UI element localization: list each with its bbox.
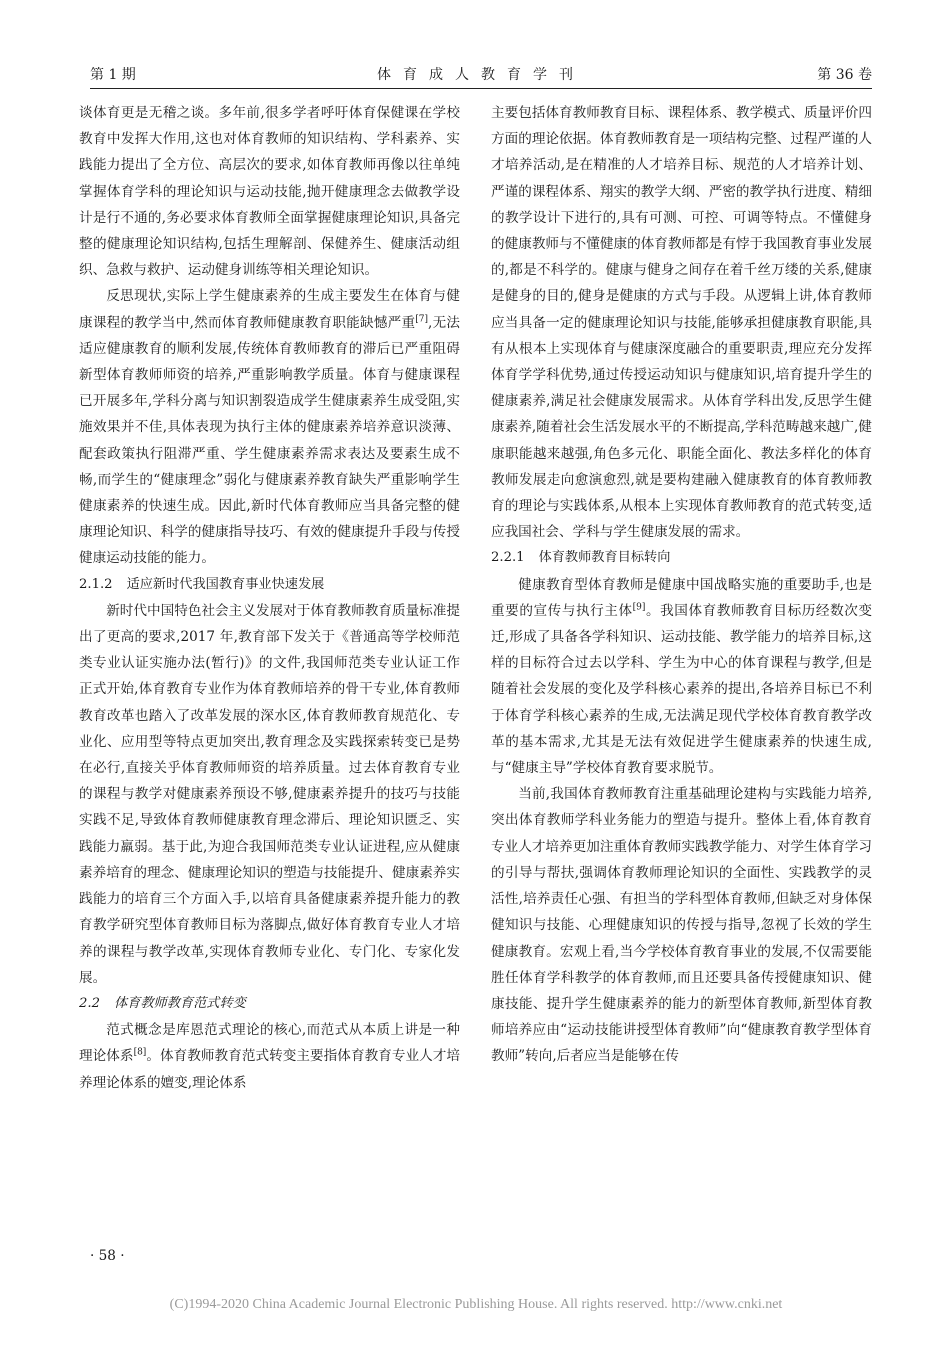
issue-label: 第 1 期	[90, 67, 136, 83]
left-column	[79, 100, 460, 1240]
paragraph: 健康教育型体育教师是健康中国战略实施的重要助手,也是重要的宣传与执行主体[9]。我国体育教师教育目标历经数次变迁,形成了具备各学科知识、运动技能、教学能力的培养目标,这样的目标符合过去以学科、学生为中心的体育课程与教学,但是随着社会发展的变化及学科核心素养的提出,各培养目标已不利于体育学科核心素养的生成,无法满足现代学校体育教育教学改革的基本需求,尤其是无法有效促进学生健康素养的快速生成,与“健康主导”学校体育教育要求脱节。	[491, 576, 872, 777]
paragraph: 主要包括体育教师教育目标、课程体系、教学模式、质量评价四方面的理论依据。体育教师教育是一项结构完整、过程严谨的人才培养活动,是在精准的人才培养目标、规范的人才培养计划、严谨的课程体系、翔实的教学大纲、严密的教学执行进度、精细的教学设计下进行的,具有可测、可控、可调等特点。不懂健身的健康教师与不懂健康的体育教师都是有悖于我国教育事业发展的,都是不科学的。健康与健身之间存在着千丝万缕的关系,健康是健身的目的,健身是健康的方式与手段。从逻辑上讲,体育教师应当具备一定的健康理论知识与技能,能够承担健康教育职能,具有从根本上实现体育与健康深度融合的重要职责,理应充分发挥体育学学科优势,通过传授运动知识与健康知识,培育提升学生的健康素养,满足社会健康发展需求。从体育学科出发,反思学生健康素养,随着社会生活发展水平的不断提高,学科范畴越来越广,健康职能越来越强,角色多元化、职能全面化、教法多样化的体育教师发展走向愈演愈烈,就是要构建融入健康教育的体育教师教育的理论与实践体系,从根本上实现体育教师教育的范式转变,适应我国社会、学科与学生健康发展的需求。	[491, 105, 872, 541]
journal-title: 体育成人教育学刊	[377, 67, 585, 83]
citation-ref[interactable]: [7]	[415, 314, 429, 325]
paragraph: 谈体育更是无稽之谈。多年前,很多学者呼吁体育保健课在学校教育中发挥大作用,这也对体育教师的知识结构、学科素养、实践能力提出了全方位、高层次的要求,如体育教师再像以往单纯掌握体育学科的理论知识与运动技能,抛开健康理念去做教学设计是行不通的,务必要求体育教师全面掌握健康理论知识,具备完整的健康理论知识结构,包括生理解剖、保健养生、健康活动组织、急救与救护、运动健身训练等相关理论知识。	[79, 105, 460, 279]
running-header	[90, 56, 872, 86]
paragraph: 范式概念是库恩范式理论的核心,而范式从本质上讲是一种理论体系[8]。体育教师教育范式转变主要指体育教育专业人才培养理论体系的嬗变,理论体系	[79, 1022, 460, 1091]
section-heading-2-2: 2.2 体育教师教育范式转变	[79, 995, 246, 1011]
page-number: · 58 ·	[90, 1248, 125, 1264]
section-heading-2-1-2: 2.1.2 适应新时代我国教育事业快速发展	[79, 576, 325, 592]
paragraph: 新时代中国特色社会主义发展对于体育教师教育质量标准提出了更高的要求,2017 年,教育部下发关于《普通高等学校师范类专业认证实施办法(暂行)》的文件,我国师范类专业认证工作正式开始,体育教育专业作为体育教师培养的骨干专业,体育教师教育改革也踏入了改革发展的深水区,体育教师教育规范化、专业化、应用型等特点更加突出,教育理念及实践探索转变已是势在必行,直接关乎体育教师师资的培养质量。过去体育教育专业的课程与教学对健康素养预设不够,健康素养提升的技巧与技能实践不足,导致体育教师健康教育理念滞后、理论知识匮乏、实践能力羸弱。基于此,为迎合我国师范类专业认证进程,应从健康素养培育的理念、健康理论知识的塑造与技能提升、健康素养实践能力的培育三个方面入手,以培育具备健康素养提升能力的教育教学研究型体育教师目标为落脚点,做好体育教育专业人才培养的课程与教学改革,实现体育教师专业化、专门化、专家化发展。	[79, 602, 460, 986]
section-heading-2-2-1: 2.2.1 体育教师教育目标转向	[491, 550, 671, 566]
right-column	[491, 100, 872, 1240]
copyright-footer: (C)1994-2020 China Academic Journal Electronic Publishing House. All rights reserved. http://www.cnki.net	[169, 1297, 783, 1312]
volume-label: 第 36 卷	[817, 67, 872, 83]
header-rule	[90, 88, 872, 89]
paragraph: 当前,我国体育教师教育注重基础理论建构与实践能力培养,突出体育教师学科业务能力的塑造与提升。整体上看,体育教育专业人才培养更加注重体育教师实践教学能力、对学生体育学习的引导与帮扶,强调体育教师理论知识的全面性、实践教学的灵活性,培养责任心强、有担当的学科型体育教师,但缺乏对身体保健知识与技能、心理健康知识的传授与指导,忽视了长效的学生健康教育。宏观上看,当今学校体育教育事业的发展,不仅需要能胜任体育学科教学的体育教师,而且还要具备传授健康知识、健康技能、提升学生健康素养的能力的新型体育教师,新型体育教师培养应由“运动技能讲授型体育教师”向“健康教育教学型体育教师”转向,后者应当是能够在传	[491, 786, 872, 1065]
citation-ref[interactable]: [9]	[632, 602, 646, 613]
citation-ref[interactable]: [8]	[133, 1047, 147, 1058]
paragraph: 反思现状,实际上学生健康素养的生成主要发生在体育与健康课程的教学当中,然而体育教师健康教育职能缺憾严重[7],无法适应健康教育的顺利发展,传统体育教师教育的滞后已严重阻碍新型体育教师师资的培养,严重影响教学质量。体育与健康课程已开展多年,学科分离与知识割裂造成学生健康素养生成受阻,实施效果并不佳,具体表现为执行主体的健康素养培养意识淡薄、配套政策执行阻滞严重、学生健康素养需求表达及要素生成不畅,而学生的“健康理念”弱化与健康素养教育缺失严重影响学生健康素养的快速生成。因此,新时代体育教师应当具备完整的健康理论知识、科学的健康指导技巧、有效的健康提升手段与传授健康运动技能的能力。	[79, 288, 460, 567]
